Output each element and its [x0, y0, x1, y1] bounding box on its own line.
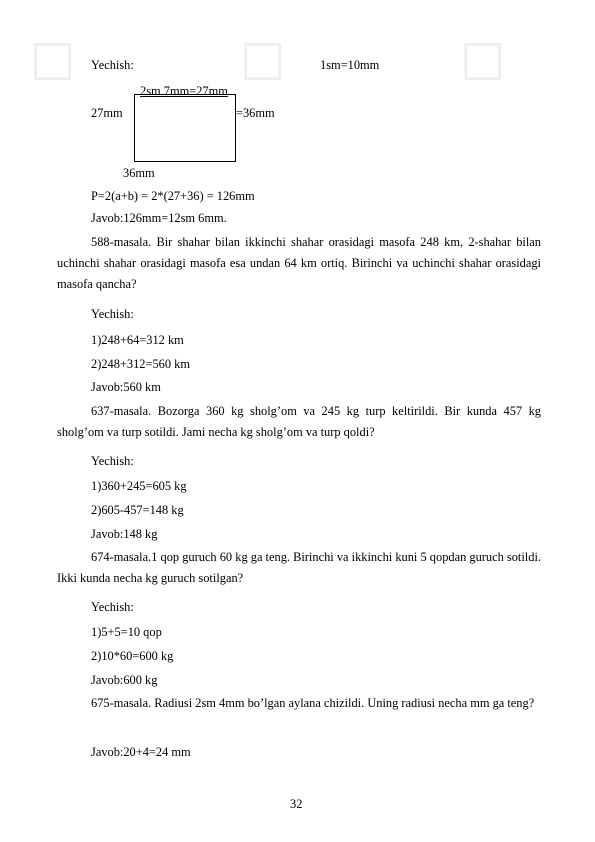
solution-step: 1)248+64=312 km	[91, 333, 184, 347]
solution-step: 2)10*60=600 kg	[91, 649, 174, 663]
problem-637: 637-masala. Bozorga 360 kg sholg’om va 245 kg turp keltirildi. Bir kunda 457 kg sholg’om va turp sotildi. Jami necha kg sholg’om va turp qoldi?	[57, 404, 541, 439]
watermark: □	[30, 30, 76, 86]
solution-heading: Yechish:	[91, 600, 134, 614]
problem-675: 675-masala. Radiusi 2sm 4mm bo’lgan aylana chizildi. Uning radiusi necha mm ga teng?	[91, 696, 535, 710]
rect-width-label: 2sm 7mm=27mm	[140, 84, 228, 98]
solution-step: 1)5+5=10 qop	[91, 625, 162, 639]
perimeter-formula: P=2(a+b) = 2*(27+36) = 126mm	[91, 189, 255, 203]
rectangle-figure	[134, 94, 236, 162]
rect-right-label: =36mm	[236, 106, 275, 120]
watermark: □	[460, 30, 506, 86]
solution-heading: Yechish:	[91, 307, 134, 321]
answer-text: Javob:600 kg	[91, 673, 158, 687]
answer-text: Javob:20+4=24 mm	[91, 745, 191, 759]
rect-left-label: 27mm	[91, 106, 123, 120]
answer-text: Javob:148 kg	[91, 527, 158, 541]
watermark: □	[240, 30, 286, 86]
problem-674: 674-masala.1 qop guruch 60 kg ga teng. Birinchi va ikkinchi kuni 5 qopdan guruch sotildi. Ikki kunda necha kg guruch sotilgan?	[57, 550, 541, 585]
scale-note: 1sm=10mm	[320, 58, 380, 72]
solution-heading: Yechish:	[91, 58, 134, 72]
page-number: 32	[290, 797, 303, 811]
answer-text: Javob:126mm=12sm 6mm.	[91, 211, 227, 225]
solution-step: 1)360+245=605 kg	[91, 479, 187, 493]
rect-bottom-label: 36mm	[123, 166, 155, 180]
solution-heading: Yechish:	[91, 454, 134, 468]
problem-588: 588-masala. Bir shahar bilan ikkinchi shahar orasidagi masofa 248 km, 2-shahar bilan uchinchi shahar orasidagi masofa esa undan 64 km ortiq. Birinchi va uchinchi shahar orasidagi masofa qancha?	[57, 235, 541, 291]
solution-step: 2)248+312=560 km	[91, 357, 190, 371]
answer-text: Javob:560 km	[91, 380, 161, 394]
solution-step: 2)605-457=148 kg	[91, 503, 184, 517]
